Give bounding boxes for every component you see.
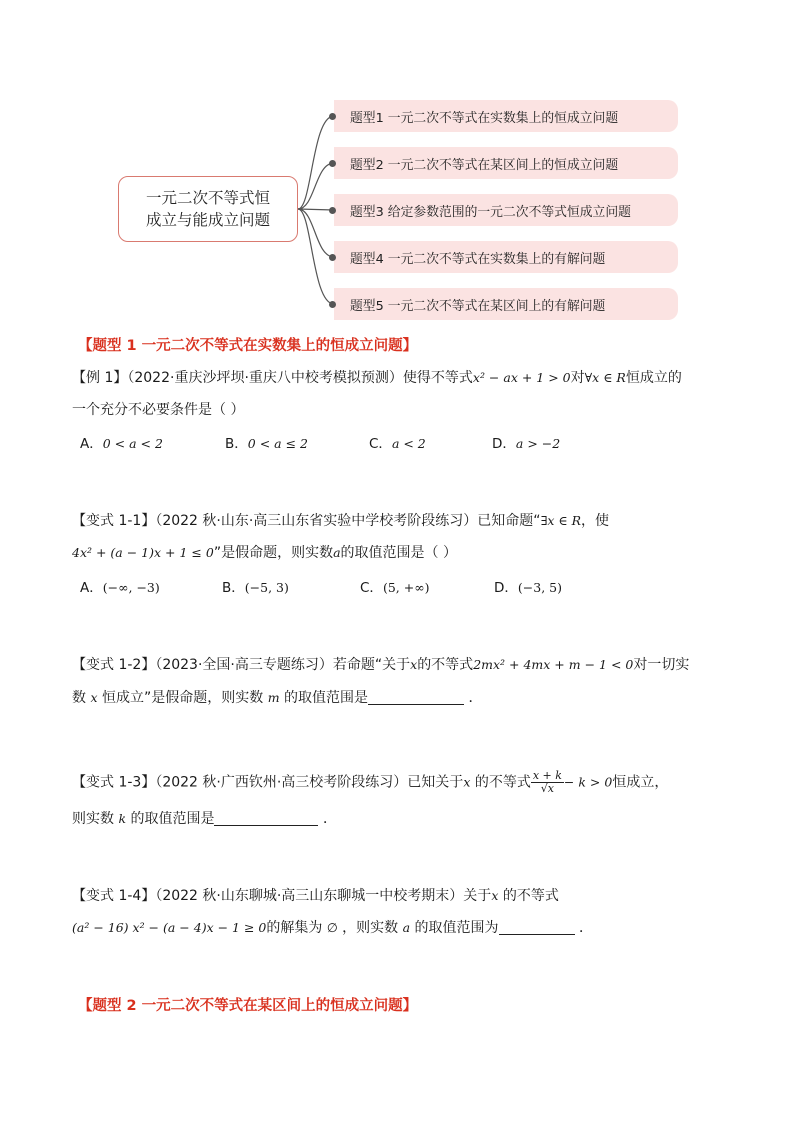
variant-1-2-source: （2023·全国·高三专题练习）若命题“关于 bbox=[155, 657, 411, 673]
variant-1-2-end: ． bbox=[468, 690, 483, 706]
variant-1-4-line1 bbox=[72, 885, 559, 905]
variant-1-2-text-b: 恒成立”是假命题，则实数 bbox=[101, 690, 264, 706]
variant-1-2-var: x bbox=[90, 690, 98, 705]
variant-1-3-inequality-rest: − k > 0 bbox=[563, 774, 613, 790]
variant-1-2-inequality: 2mx² + 4mx + m − 1 < 0 bbox=[473, 657, 634, 672]
option-b[interactable]: B．0 < a ≤ 2 bbox=[225, 436, 308, 452]
variant-1-3-var: x bbox=[463, 774, 471, 790]
example-1-tag: 【例 1】 bbox=[72, 370, 128, 386]
variant-1-1-tail: ，使 bbox=[581, 513, 610, 529]
variant-1-2-var: x bbox=[410, 657, 418, 672]
variant-1-4-inequality: (a² − 16) x² − (a − 4)x − 1 ≥ 0 bbox=[72, 920, 267, 935]
variant-1-4-text-c: 的取值范围为 bbox=[414, 920, 499, 936]
variant-1-4-var: x bbox=[491, 888, 499, 903]
mindmap-node-label: 题型3 给定参数范围的一元二次不等式恒成立问题 bbox=[350, 204, 631, 220]
mindmap-node-1 bbox=[334, 100, 678, 132]
variant-1-4-text-b: ，则实数 bbox=[342, 920, 399, 936]
mindmap-node-dot bbox=[329, 301, 336, 308]
variant-1-2-line1 bbox=[72, 654, 689, 674]
empty-set-symbol: ∅ bbox=[326, 920, 338, 935]
mindmap-node-4 bbox=[334, 241, 678, 273]
variant-1-4-tag: 【变式 1-4】 bbox=[72, 888, 156, 904]
variant-1-1-line2 bbox=[72, 542, 457, 562]
variant-1-3-line2 bbox=[72, 808, 337, 828]
mindmap-node-dot bbox=[329, 207, 336, 214]
variant-1-1-options bbox=[72, 576, 772, 596]
mindmap-node-dot bbox=[329, 113, 336, 120]
variant-1-1-source: （2022 秋·山东·高三山东省实验中学校考阶段练习）已知命题“ bbox=[155, 513, 541, 529]
mindmap-node-label: 题型2 一元二次不等式在某区间上的恒成立问题 bbox=[350, 157, 619, 173]
variant-1-3-tail: 恒成立， bbox=[612, 774, 669, 791]
variant-1-1-line1 bbox=[72, 510, 609, 530]
variant-1-1-tail2: 的取值范围是（ ） bbox=[340, 545, 457, 561]
variant-1-1-var: a bbox=[333, 545, 341, 560]
variant-1-3-tag: 【变式 1-3】 bbox=[72, 774, 156, 791]
option-c[interactable]: C．(5, +∞) bbox=[360, 580, 430, 596]
variant-1-2-text-c: 的取值范围是 bbox=[284, 690, 368, 706]
option-c[interactable]: C．a < 2 bbox=[369, 436, 426, 452]
mindmap-node-dot bbox=[329, 254, 336, 261]
variant-1-3-line1 bbox=[72, 770, 668, 795]
mindmap-root-line2: 成立与能成立问题 bbox=[145, 211, 270, 229]
answer-blank[interactable] bbox=[499, 920, 575, 935]
variant-1-2-text-a: 数 bbox=[72, 690, 86, 706]
variant-1-2-tail: 对一切实 bbox=[633, 657, 690, 673]
mindmap-node-label: 题型1 一元二次不等式在实数集上的恒成立问题 bbox=[350, 110, 619, 126]
mindmap-node-5 bbox=[334, 288, 678, 320]
option-d[interactable]: D．(−3, 5) bbox=[494, 580, 562, 596]
variant-1-4-text-a: 的解集为 bbox=[266, 920, 323, 936]
variant-1-4-tail: 的不等式 bbox=[502, 888, 559, 904]
variant-1-4-end: ． bbox=[578, 920, 593, 936]
example-1-options bbox=[72, 432, 772, 452]
fraction-numerator: x + k bbox=[532, 769, 562, 782]
variant-1-1-text: ”是假命题，则实数 bbox=[213, 545, 334, 561]
example-1-quantifier: ∀x ∈ R bbox=[584, 370, 626, 385]
mindmap-root-line1: 一元二次不等式恒 bbox=[145, 189, 270, 207]
fraction-denominator: √x bbox=[540, 782, 554, 795]
example-1-source: （2022·重庆沙坪坝·重庆八中校考模拟预测）使得不等式 bbox=[127, 370, 473, 386]
variant-1-3-var2: k bbox=[118, 811, 127, 826]
mindmap-node-dot bbox=[329, 160, 336, 167]
variant-1-2-line2 bbox=[72, 687, 482, 707]
example-1-line2: 一个充分不必要条件是（ ） bbox=[72, 402, 245, 418]
section-2-title: 【题型 2 一元二次不等式在某区间上的恒成立问题】 bbox=[78, 998, 418, 1014]
mindmap-node-2 bbox=[334, 147, 678, 179]
section-1-title: 【题型 1 一元二次不等式在实数集上的恒成立问题】 bbox=[78, 338, 418, 354]
mindmap-node-label: 题型5 一元二次不等式在某区间上的有解问题 bbox=[350, 298, 606, 314]
example-1-mid: 对 bbox=[570, 370, 585, 386]
answer-blank[interactable] bbox=[368, 690, 464, 705]
mindmap-root bbox=[118, 176, 298, 242]
option-a[interactable]: A．(−∞, −3) bbox=[80, 580, 160, 596]
variant-1-1-tag: 【变式 1-1】 bbox=[72, 513, 156, 529]
variant-1-3-source: （2022 秋·广西钦州·高三校考阶段练习）已知关于 bbox=[155, 774, 464, 791]
example-1-line1 bbox=[72, 367, 682, 387]
example-1-tail: 恒成立的 bbox=[625, 370, 682, 386]
variant-1-3-end: ． bbox=[322, 811, 337, 827]
mindmap-node-3 bbox=[334, 194, 678, 226]
variant-1-1-quantifier: ∃x ∈ R bbox=[540, 513, 582, 528]
answer-blank[interactable] bbox=[214, 811, 318, 826]
variant-1-3-fraction bbox=[531, 770, 564, 795]
option-d[interactable]: D．a > −2 bbox=[492, 436, 561, 452]
option-b[interactable]: B．(−5, 3) bbox=[222, 580, 289, 596]
mindmap-node-label: 题型4 一元二次不等式在实数集上的有解问题 bbox=[350, 251, 606, 267]
example-1-inequality: x² − ax + 1 > 0 bbox=[472, 370, 571, 385]
variant-1-4-source: （2022 秋·山东聊城·高三山东聊城一中校考期末）关于 bbox=[155, 888, 492, 904]
variant-1-4-line2 bbox=[72, 917, 593, 937]
variant-1-2-var2: m bbox=[267, 690, 280, 705]
variant-1-3-text-a: 则实数 bbox=[72, 811, 114, 827]
variant-1-3-text-b: 的取值范围是 bbox=[130, 811, 215, 827]
variant-1-2-mid: 的不等式 bbox=[417, 657, 474, 673]
variant-1-1-inequality: 4x² + (a − 1)x + 1 ≤ 0 bbox=[72, 545, 214, 560]
variant-1-4-var2: a bbox=[402, 920, 411, 935]
option-a[interactable]: A．0 < a < 2 bbox=[80, 436, 163, 452]
variant-1-3-mid: 的不等式 bbox=[474, 774, 531, 791]
variant-1-2-tag: 【变式 1-2】 bbox=[72, 657, 156, 673]
